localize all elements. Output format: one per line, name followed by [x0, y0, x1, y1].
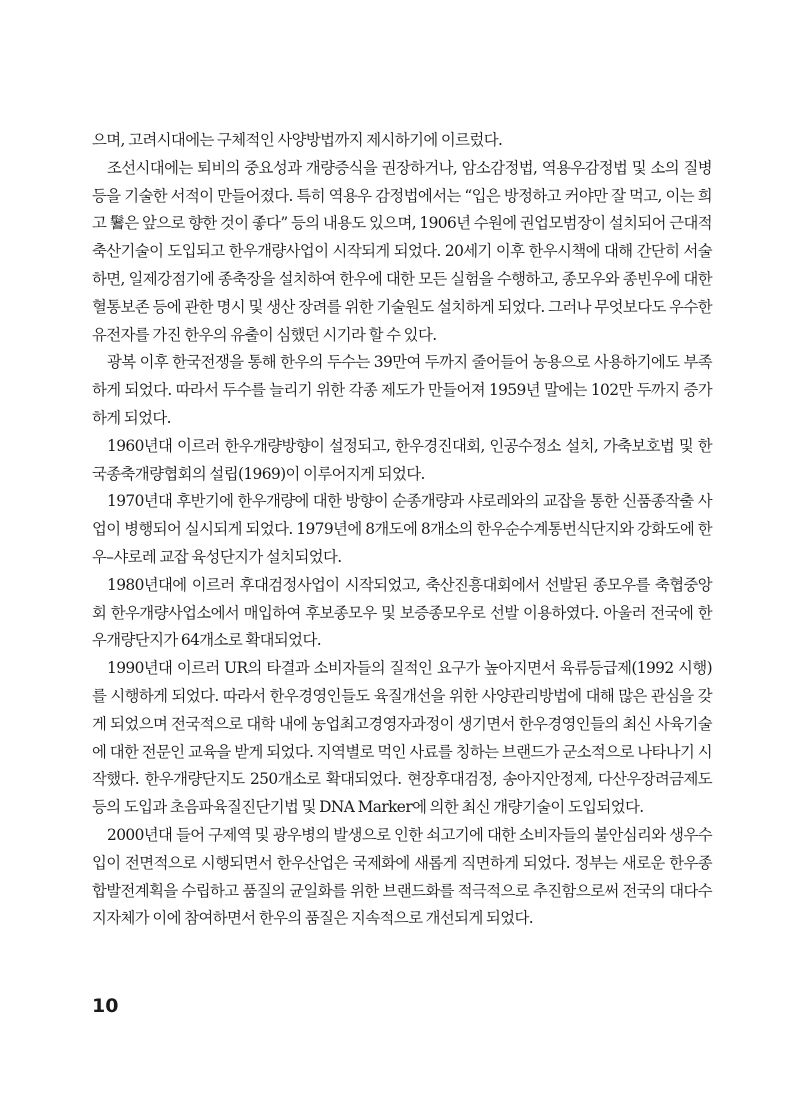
paragraph: 으며, 고려시대에는 구체적인 사양방법까지 제시하기에 이르렀다.	[92, 131, 503, 149]
paragraph: 2000년대 들어 구제역 및 광우병의 발생으로 인한 쇠고기에 대한 소비자들의 불안심리와 생우수입이 전면적으로 시행되면서 한우산업은 국제화에 새롭게 직면하게 되었다. 정부는 새로운 한우종합발전계획을 수립하고 품질의 균일화를 위한 브랜드화를 적극적으로 추진함으로써 전국의 대다수 지자체가 이에 참여하면서 한우의 품질은 지속적으로 개선되게 되었다.	[92, 825, 712, 928]
paragraph: 조선시대에는 퇴비의 중요성과 개량증식을 권장하거나, 암소감정법, 역용우감정법 및 소의 질병 등을 기술한 서적이 만들어졌다. 특히 역용우 감정법에서는 “입은 방정하고 커야만 잘 먹고, 이는 희고 鬐은 앞으로 향한 것이 좋다” 등의 내용도 있으며, 1906년 수원에 권업모범장이 설치되어 근대적 축산기술이 도입되고 한우개량사업이 시작되게 되었다. 20세기 이후 한우시책에 대해 간단히 서술하면, 일제강점기에 종축장을 설치하여 한우에 대한 모든 실험을 수행하고, 종모우와 종빈우에 대한 혈통보존 등에 관한 명시 및 생산 장려를 위한 기술원도 설치하게 되었다. 그러나 무엇보다도 우수한 유전자를 가진 한우의 유출이 심했던 시기라 할 수 있다.	[92, 158, 712, 344]
paragraph: 광복 이후 한국전쟁을 통해 한우의 두수는 39만여 두까지 줄어들어 농용으로 사용하기에도 부족하게 되었다. 따라서 두수를 늘리기 위한 각종 제도가 만들어져 1959년 말에는 102만 두까지 증가하게 되었다.	[92, 353, 712, 427]
paragraph: 1960년대 이르러 한우개량방향이 설정되고, 한우경진대회, 인공수정소 설치, 가축보호법 및 한국종축개량협회의 설립(1969)이 이루어지게 되었다.	[92, 436, 712, 483]
paragraph: 1970년대 후반기에 한우개량에 대한 방향이 순종개량과 샤로레와의 교잡을 통한 신품종작출 사업이 병행되어 실시되게 되었다. 1979년에 8개도에 8개소의 한우순수계통번식단지와 강화도에 한우–샤로레 교잡 육성단지가 설치되었다.	[92, 492, 712, 566]
paragraph: 1990년대 이르러 UR의 타결과 소비자들의 질적인 요구가 높아지면서 육류등급제(1992 시행)를 시행하게 되었다. 따라서 한우경영인들도 육질개선을 위한 사양관리방법에 대해 많은 관심을 갖게 되었으며 전국적으로 대학 내에 농업최고경영자과정이 생기면서 한우경영인들의 최신 사육기술에 대한 전문인 교육을 받게 되었다. 지역별로 먹인 사료를 칭하는 브랜드가 군소적으로 나타나기 시작했다. 한우개량단지도 250개소로 확대되었다. 현장후대검정, 송아지안정제, 다산우장려금제도 등의 도입과 초음파육질진단기법 및 DNA Marker에 의한 최신 개량기술이 도입되었다.	[92, 659, 712, 817]
paragraph: 1980년대에 이르러 후대검정사업이 시작되었고, 축산진흥대회에서 선발된 종모우를 축협중앙회 한우개량사업소에서 매입하여 후보종모우 및 보증종모우로 선발 이용하였다. 아울러 전국에 한우개량단지가 64개소로 확대되었다.	[92, 575, 712, 650]
page-number: 10	[92, 995, 119, 1017]
page-body	[92, 127, 712, 933]
